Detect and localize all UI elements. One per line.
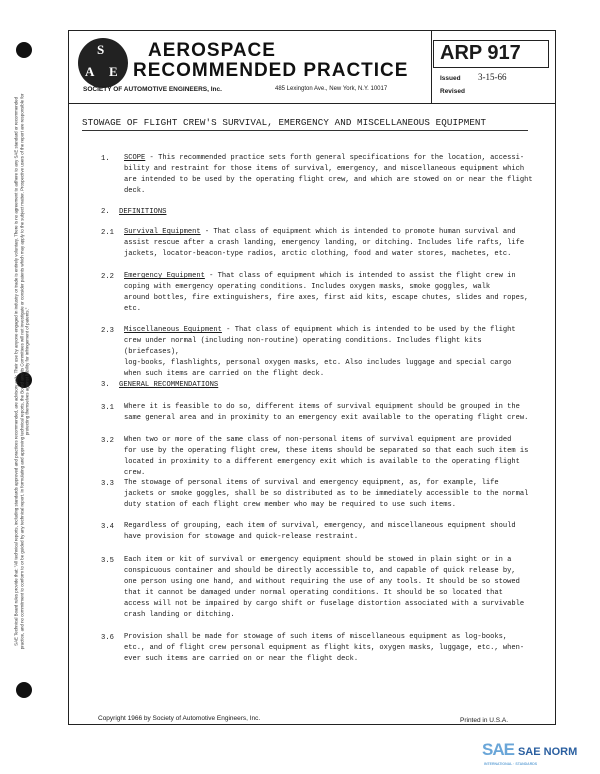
section-number: 1.	[101, 155, 110, 163]
header-divider	[431, 30, 432, 103]
section-number: 3.	[101, 381, 110, 389]
subsection-number: 3.3	[101, 480, 114, 488]
definition-miscellaneous: Miscellaneous Equipment - That class of equipment which is intended to be used by the flight crew under normal (including non-routine) operating conditions. Includes flight kits (briefcases), log-books, flashlights, personal oxygen masks, etc. Also includes luggage and special cargo when such items are carried on the flight deck.	[124, 326, 516, 378]
subsection-number: 2.3	[101, 327, 114, 335]
recommendation-3-6: Provision shall be made for stowage of such items of miscellaneous equipment as log-books, etc., and of flight crew personal equipment as flight kits, oxygen masks, luggage, etc., when- ever such items are carried on or near the flight deck.	[124, 633, 525, 663]
subsection-number: 2.2	[101, 273, 114, 281]
title-underline	[82, 130, 528, 131]
definition-survival: Survival Equipment - That class of equipment which is intended to promote human survival and assist rescue after a crash landing, emergency landing, or ditching. Includes life rafts, life jackets, locator-beacon-type radios, arctic clothing, food and water stores, machetes, etc.	[124, 228, 525, 258]
sae-norm-watermark	[482, 740, 578, 766]
punch-hole	[16, 42, 32, 58]
society-address: 485 Lexington Ave., New York, N.Y. 10017	[275, 86, 388, 92]
recommendation-3-4: Regardless of grouping, each item of survival, emergency, and miscellaneous equipment should have provision for stowage and quick-release restraint.	[124, 522, 516, 541]
subsection-number: 3.2	[101, 437, 114, 445]
title-aerospace: AEROSPACE	[148, 40, 276, 61]
sae-logo: S A E	[78, 38, 128, 88]
printed-in: Printed in U.S.A.	[460, 717, 509, 724]
issued-date: 3-15-66	[478, 72, 507, 82]
recommendation-3-2: When two or more of the same class of non-personal items of survival equipment are provided for use by the operating flight crew, these items should be separated so that each such item is located in proximity to a different emergency exit which is available to the operating flight crew.	[124, 436, 529, 477]
subsection-number: 3.4	[101, 523, 114, 531]
sidebar-legal-notice	[13, 88, 30, 650]
issued-label: Issued	[440, 75, 461, 82]
punch-hole	[16, 682, 32, 698]
document-title: STOWAGE OF FLIGHT CREW'S SURVIVAL, EMERGENCY AND MISCELLANEOUS EQUIPMENT	[82, 117, 487, 128]
sae-norm-tagline: INTERNATIONAL · STANDARDS	[484, 762, 538, 766]
definitions-heading: DEFINITIONS	[119, 208, 167, 216]
subsection-number: 3.6	[101, 634, 114, 642]
definition-emergency: Emergency Equipment - That class of equipment which is intended to assist the flight crew in coping with emergency operating conditions. Includes oxygen masks, smoke goggles, walk around bottles, fire extinguishers, fire axes, first aid kits, escape chutes, slides and ropes, etc.	[124, 272, 529, 313]
subsection-number: 2.1	[101, 229, 114, 237]
sae-norm-mark: SAE	[482, 740, 514, 759]
title-recommended-practice: RECOMMENDED PRACTICE	[133, 60, 409, 81]
revised-label: Revised	[440, 88, 465, 95]
doc-number: ARP 917	[440, 42, 521, 64]
section-number: 2.	[101, 208, 110, 216]
recommendation-3-3: The stowage of personal items of survival and emergency equipment, as, for example, life jackets or smoke goggles, shall be so distributed as to be immediately accessible to the normal duty station of each flight crew member who may be required to use such items.	[124, 479, 529, 509]
subsection-number: 3.5	[101, 557, 114, 565]
recommendation-3-5: Each item or kit of survival or emergency equipment should be stowed in plain sight or in a conspicuous container and should be directly accessible to, and capable of quick release by, one person using one hand, and without requiring the use of any tools. It should be so stowed that it cannot be damaged under normal operating conditions. It should be so located that access will not be impaired by cargo shift or fuselage distortion associated with a survivable crash landing or ditching.	[124, 556, 525, 619]
header-rule	[68, 103, 556, 104]
legal-notice-text: SAE Technical Board rules provide that: "All technical reports, including standards approved and practices recommended, are advisory only. Their use by anyone engaged in industry or trade is entirely voluntary. There is no agreement to adhere to any SAE standard or recommended practice, and no commitment to conform to or be guided by any technical report. In formulating and approving technical reports, the Board and its Committees will not investigate or consider patents which may apply to the subject matter. Prospective users of the report are responsible for protecting themselves against liability for infringement of patents."	[13, 93, 30, 650]
society-name: SOCIETY OF AUTOMOTIVE ENGINEERS, Inc.	[83, 86, 222, 93]
recommendation-3-1: Where it is feasible to do so, different items of survival equipment should be grouped in the same general area and in proximity to an emergency exit available to the operating flight crew.	[124, 403, 529, 422]
sae-norm-name: SAE NORM	[517, 746, 578, 758]
recommendations-heading: GENERAL RECOMMENDATIONS	[119, 381, 219, 389]
scope-paragraph: SCOPE - This recommended practice sets forth general specifications for the location, accessi- bility and restraint for those items of survival, emergency, and miscellaneous equipment which are intended to be used by the operating flight crew, and which are stowed on or near the flight deck.	[124, 154, 533, 195]
copyright-notice: Copyright 1966 by Society of Automotive Engineers, Inc.	[98, 715, 261, 722]
subsection-number: 3.1	[101, 404, 114, 412]
